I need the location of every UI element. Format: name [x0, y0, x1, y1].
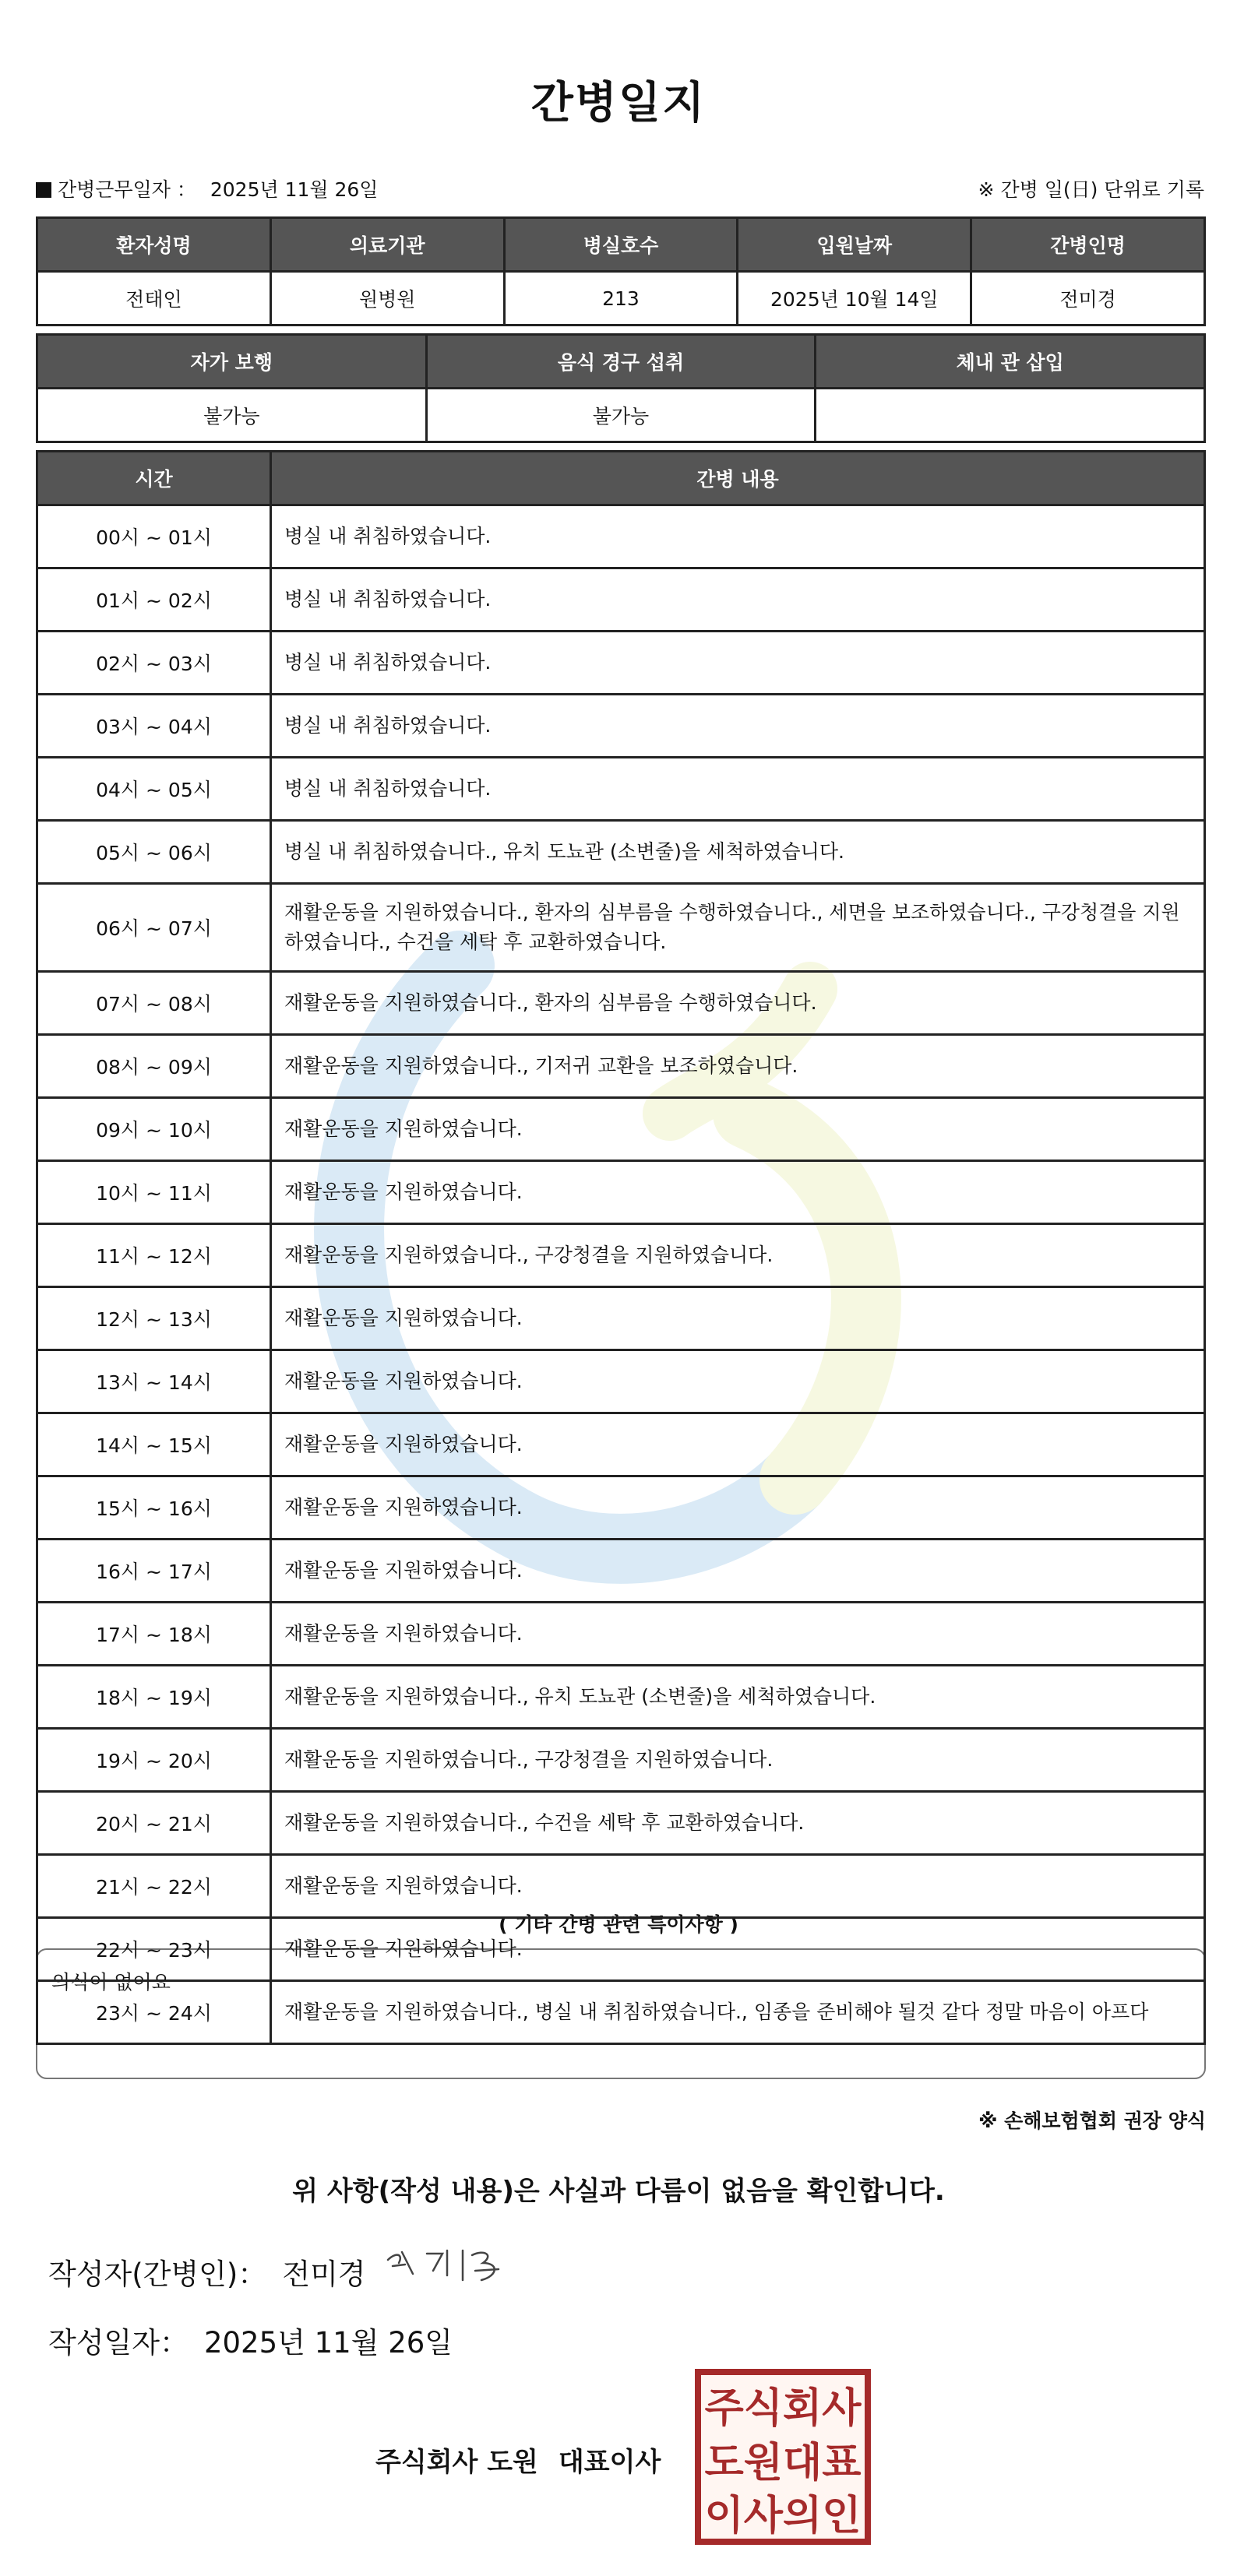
log-content: 병실 내 취침하였습니다., 유치 도뇨관 (소변줄)을 세척하였습니다. — [271, 821, 1205, 884]
log-content: 재활운동을 지원하였습니다., 구강청결을 지원하였습니다. — [271, 1729, 1205, 1792]
patient-info-table — [36, 216, 1206, 326]
log-time: 11시 ~ 12시 — [37, 1224, 271, 1287]
recommend-note: ※ 손해보험협회 권장 양식 — [978, 2110, 1206, 2132]
meta-row — [36, 174, 1204, 206]
log-time: 13시 ~ 14시 — [37, 1350, 271, 1413]
log-content: 재활운동을 지원하였습니다. — [271, 1098, 1205, 1161]
header-care-content: 간병 내용 — [271, 452, 1205, 505]
log-row — [37, 1413, 1205, 1476]
log-content: 재활운동을 지원하였습니다. — [271, 1287, 1205, 1350]
seal-line-3: 이사의인 — [704, 2493, 862, 2539]
log-content: 재활운동을 지원하였습니다., 기저귀 교환을 보조하였습니다. — [271, 1035, 1205, 1098]
signature-icon — [382, 2236, 514, 2293]
company-name: 주식회사 도원 — [375, 2447, 538, 2478]
caregiver-name: 전미경 — [971, 272, 1205, 326]
hospital: 원병원 — [270, 272, 504, 326]
log-content: 병실 내 취침하였습니다. — [271, 695, 1205, 758]
admission-date: 2025년 10월 14일 — [738, 272, 971, 326]
log-time: 12시 ~ 13시 — [37, 1287, 271, 1350]
record-note: ※ 간병 일(日) 단위로 기록 — [978, 178, 1204, 201]
status-value-row — [37, 389, 1205, 442]
log-row — [37, 1792, 1205, 1855]
log-time: 05시 ~ 06시 — [37, 821, 271, 884]
log-row — [37, 1729, 1205, 1792]
log-time: 01시 ~ 02시 — [37, 568, 271, 632]
work-date — [36, 174, 378, 202]
company-seal-icon — [695, 2369, 871, 2545]
log-time: 00시 ~ 01시 — [37, 505, 271, 568]
log-time: 20시 ~ 21시 — [37, 1792, 271, 1855]
header-admission-date: 입원날짜 — [738, 218, 971, 272]
patient-status-table — [36, 333, 1206, 443]
header-hospital: 의료기관 — [270, 218, 504, 272]
log-time: 10시 ~ 11시 — [37, 1161, 271, 1224]
log-row — [37, 1981, 1205, 2044]
log-time: 19시 ~ 20시 — [37, 1729, 271, 1792]
log-time: 17시 ~ 18시 — [37, 1603, 271, 1666]
log-content: 재활운동을 지원하였습니다. — [271, 1476, 1205, 1540]
log-content: 재활운동을 지원하였습니다., 유치 도뇨관 (소변줄)을 세척하였습니다. — [271, 1666, 1205, 1729]
log-content: 병실 내 취침하였습니다. — [271, 758, 1205, 821]
log-row — [37, 972, 1205, 1035]
log-row — [37, 758, 1205, 821]
remarks-content: 의식이 없어요 — [51, 1971, 171, 1994]
log-time: 04시 ~ 05시 — [37, 758, 271, 821]
written-date-line — [48, 2319, 453, 2361]
writer-line — [48, 2250, 366, 2293]
log-row — [37, 1224, 1205, 1287]
work-date-value: 2025년 11월 26일 — [210, 178, 379, 201]
oral-intake: 불가능 — [426, 389, 816, 442]
log-content: 재활운동을 지원하였습니다., 구강청결을 지원하였습니다. — [271, 1224, 1205, 1287]
self-walking: 불가능 — [37, 389, 427, 442]
log-content: 재활운동을 지원하였습니다., 병실 내 취침하였습니다., 임종을 준비해야 될것 같다 정말 마음이 아프다 — [271, 1981, 1205, 2044]
page-title: 간병일지 — [530, 78, 707, 128]
written-date-label: 작성일자： — [48, 2326, 189, 2360]
log-time: 16시 ~ 17시 — [37, 1540, 271, 1603]
log-content: 재활운동을 지원하였습니다. — [271, 1540, 1205, 1603]
log-time: 14시 ~ 15시 — [37, 1413, 271, 1476]
log-time: 09시 ~ 10시 — [37, 1098, 271, 1161]
log-content: 재활운동을 지원하였습니다. — [271, 1918, 1205, 1981]
log-time: 15시 ~ 16시 — [37, 1476, 271, 1540]
log-content: 병실 내 취침하였습니다. — [271, 632, 1205, 695]
seal-line-2: 도원대표 — [704, 2440, 862, 2486]
remarks-title: ( 기타 간병 관련 특이사항 ) — [499, 1913, 738, 1936]
header-patient-name: 환자성명 — [37, 218, 271, 272]
header-caregiver-name: 간병인명 — [971, 218, 1205, 272]
work-date-label: 간병근무일자 ： — [58, 178, 196, 201]
log-row — [37, 505, 1205, 568]
company-rep-title: 대표이사 — [558, 2447, 661, 2478]
header-oral-intake: 음식 경구 섭취 — [426, 335, 816, 389]
tube-insertion — [816, 389, 1205, 442]
seal-line-1: 주식회사 — [704, 2385, 862, 2432]
log-time: 02시 ~ 03시 — [37, 632, 271, 695]
log-row — [37, 1918, 1205, 1981]
log-row — [37, 568, 1205, 632]
header-self-walking: 자가 보행 — [37, 335, 427, 389]
log-row — [37, 1350, 1205, 1413]
info-value-row — [37, 272, 1205, 326]
header-room-number: 병실호수 — [504, 218, 738, 272]
log-content: 병실 내 취침하였습니다. — [271, 568, 1205, 632]
log-content: 병실 내 취침하였습니다. — [271, 505, 1205, 568]
log-row — [37, 632, 1205, 695]
log-time: 22시 ~ 23시 — [37, 1918, 271, 1981]
status-header-row — [37, 335, 1205, 389]
log-content: 재활운동을 지원하였습니다., 수건을 세탁 후 교환하였습니다. — [271, 1792, 1205, 1855]
log-row — [37, 1161, 1205, 1224]
room-number: 213 — [504, 272, 738, 326]
log-time: 23시 ~ 24시 — [37, 1981, 271, 2044]
company-line — [375, 2441, 661, 2479]
log-header-row — [37, 452, 1205, 505]
writer-label: 작성자(간병인)： — [48, 2258, 267, 2291]
log-row — [37, 1666, 1205, 1729]
log-row — [37, 1287, 1205, 1350]
log-content: 재활운동을 지원하였습니다. — [271, 1161, 1205, 1224]
log-time: 06시 ~ 07시 — [37, 884, 271, 972]
log-time: 08시 ~ 09시 — [37, 1035, 271, 1098]
written-date-value: 2025년 11월 26일 — [203, 2326, 453, 2360]
log-content: 재활운동을 지원하였습니다., 환자의 심부름을 수행하였습니다. — [271, 972, 1205, 1035]
log-row — [37, 1098, 1205, 1161]
log-content: 재활운동을 지원하였습니다. — [271, 1350, 1205, 1413]
patient-name: 전태인 — [37, 272, 271, 326]
care-log-table — [36, 450, 1206, 2045]
log-row — [37, 1855, 1205, 1918]
log-row — [37, 884, 1205, 972]
writer-name: 전미경 — [282, 2258, 366, 2291]
info-header-row — [37, 218, 1205, 272]
log-content: 재활운동을 지원하였습니다. — [271, 1855, 1205, 1918]
log-row — [37, 821, 1205, 884]
header-time: 시간 — [37, 452, 271, 505]
log-time: 21시 ~ 22시 — [37, 1855, 271, 1918]
header-tube-insertion: 체내 관 삽입 — [816, 335, 1205, 389]
square-bullet-icon — [36, 182, 51, 198]
log-row — [37, 1035, 1205, 1098]
log-content: 재활운동을 지원하였습니다. — [271, 1413, 1205, 1476]
log-row — [37, 1476, 1205, 1540]
log-time: 07시 ~ 08시 — [37, 972, 271, 1035]
log-row — [37, 695, 1205, 758]
confirmation-statement: 위 사항(작성 내용)은 사실과 다름이 없음을 확인합니다. — [292, 2176, 945, 2207]
log-content: 재활운동을 지원하였습니다. — [271, 1603, 1205, 1666]
log-time: 03시 ~ 04시 — [37, 695, 271, 758]
log-row — [37, 1603, 1205, 1666]
log-time: 18시 ~ 19시 — [37, 1666, 271, 1729]
log-content: 재활운동을 지원하였습니다., 환자의 심부름을 수행하였습니다., 세면을 보조하였습니다., 구강청결을 지원하였습니다., 수건을 세탁 후 교환하였습니다. — [271, 884, 1205, 972]
log-row — [37, 1540, 1205, 1603]
